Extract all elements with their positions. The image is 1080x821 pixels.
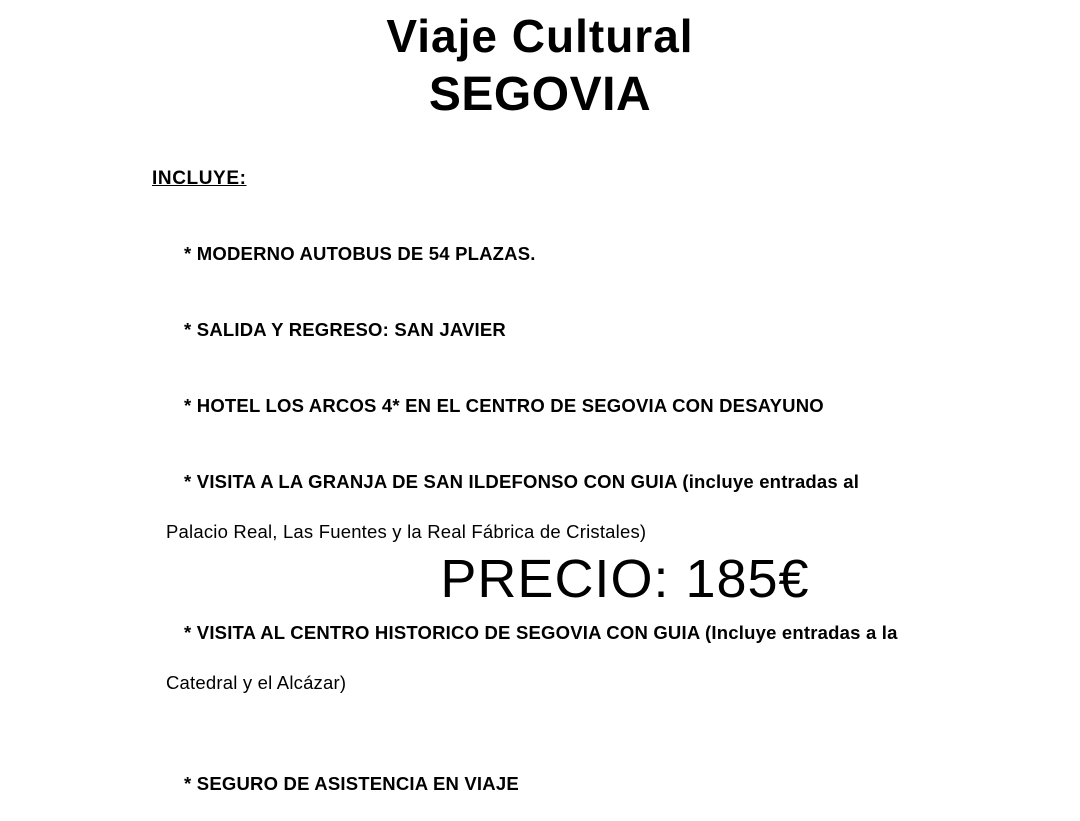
- page-title: Viaje Cultural: [386, 10, 694, 62]
- list-item: [152, 746, 1080, 821]
- includes-heading-wrap: [152, 168, 1080, 190]
- includes-heading: INCLUYE:: [152, 168, 247, 189]
- list-item: [152, 216, 1080, 291]
- list-item-continuation: Palacio Real, Las Fuentes y la Real Fábrica de Cristales): [166, 521, 647, 542]
- list-item: [152, 368, 1080, 443]
- list-item-text: * SALIDA Y REGRESO: SAN JAVIER: [184, 319, 506, 340]
- list-item-continuation: Catedral y el Alcázar): [166, 672, 347, 693]
- poster-title-block: [0, 0, 1080, 124]
- list-item: [152, 595, 1080, 745]
- list-item-text: * VISITA A LA GRANJA DE SAN ILDEFONSO CON GUIA (incluye entradas al: [184, 471, 860, 492]
- list-item-text: * HOTEL LOS ARCOS 4* EN EL CENTRO DE SEGOVIA CON DESAYUNO: [184, 395, 824, 416]
- price-label: PRECIO: 185€: [440, 549, 810, 609]
- page-subtitle: SEGOVIA: [428, 68, 652, 121]
- list-item-text: * SEGURO DE ASISTENCIA EN VIAJE: [184, 773, 519, 794]
- price-block: [0, 548, 1080, 610]
- list-item: [152, 292, 1080, 367]
- list-item-text: * VISITA AL CENTRO HISTORICO DE SEGOVIA CON GUIA (Incluye entradas a la: [184, 622, 898, 643]
- includes-list: [152, 216, 1080, 821]
- list-item-text: * MODERNO AUTOBUS DE 54 PLAZAS.: [184, 243, 536, 264]
